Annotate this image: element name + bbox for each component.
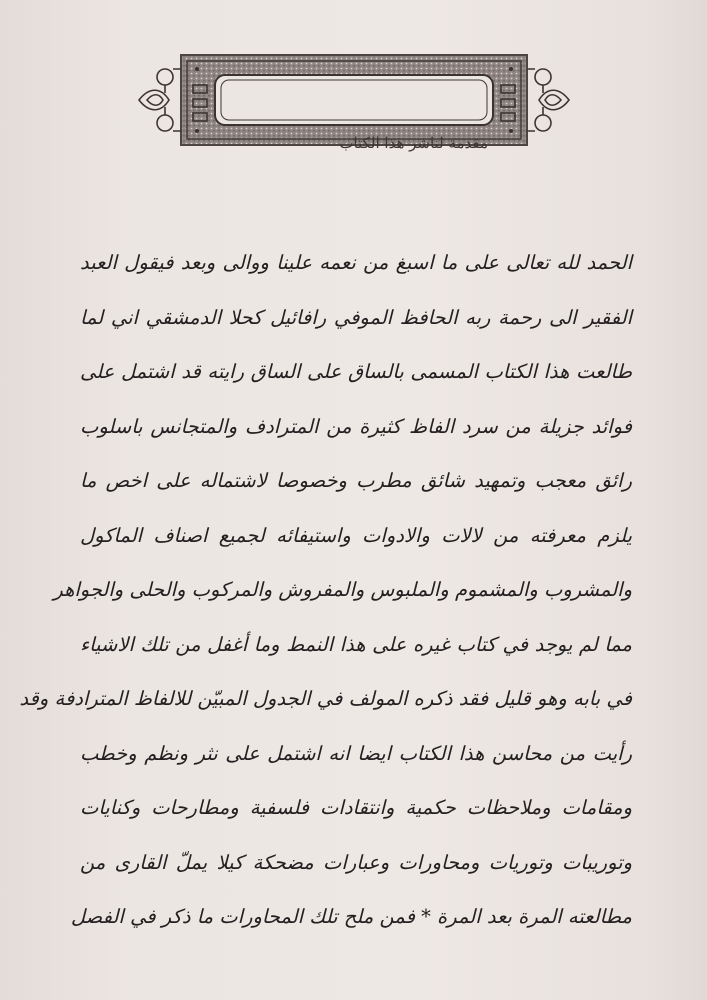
text-line: والمشروب والمشموم والملبوس والمفروش والمركوب والحلى والجواهر — [53, 578, 632, 601]
text-line: وتوريبات وتوريات ومحاورات وعبارات مضحكة كيلا يملّ القارى من — [80, 850, 632, 874]
text-line: طالعت هذا الكتاب المسمى بالساق على الساق رايته قد اشتمل على — [80, 360, 632, 383]
text-line: فوائد جزيلة من سرد الفاظ كثيرة من المترادف والمتجانس باسلوب — [80, 414, 632, 438]
text-line: ومقامات وملاحظات حكمية وانتقادات فلسفية ومطارحات وكنايات — [80, 796, 632, 819]
text-line: الفقير الى رحمة ربه الحافظ الموفي رافائيل كحلا الدمشقي اني لما — [80, 305, 632, 329]
text-line: رأيت من محاسن هذا الكتاب ايضا انه اشتمل على نثر ونظم وخطب — [80, 741, 632, 765]
page-edge-shadow — [647, 0, 707, 1000]
text-line: الحمد لله تعالى على ما اسبغ من نعمه علينا ووالى وبعد فيقول العبد — [80, 251, 632, 274]
body-text — [19, 236, 632, 945]
preface-heading: مقدمة لناشر هذا الكتاب — [339, 134, 488, 152]
text-line: رائق معجب وتمهيد شائق مطرب وخصوصا لاشتماله على اخص ما — [80, 469, 632, 492]
text-line: في بابه وهو قليل فقد ذكره المولف في الجدول المبيّن للالفاظ المترادفة وقد — [19, 687, 632, 710]
ornamental-headpiece — [135, 47, 573, 153]
text-line: يلزم معرفته من لالات والادوات واستيفائه لجميع اصناف الماكول — [80, 523, 632, 547]
text-line: مما لم يوجد في كتاب غيره على هذا النمط وما أغفل من تلك الاشياء — [80, 632, 632, 656]
text-line: مطالعته المرة بعد المرة * فمن ملح تلك المحاورات ما ذكر في الفصل — [70, 905, 632, 928]
